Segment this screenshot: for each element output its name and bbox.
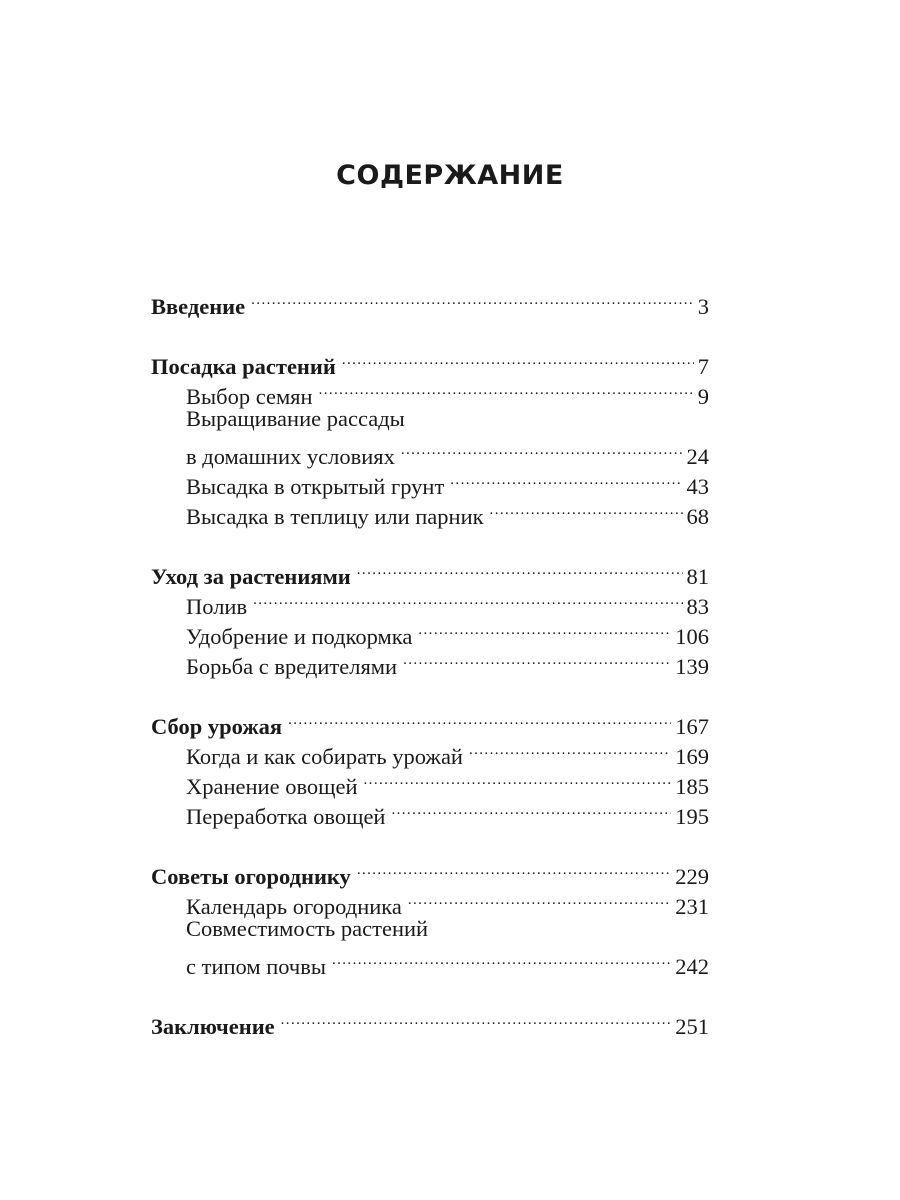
toc-section-harvest bbox=[151, 704, 709, 829]
toc-page-number: 68 bbox=[686, 504, 709, 529]
toc-page-number: 24 bbox=[686, 444, 709, 469]
dot-leader bbox=[401, 434, 683, 464]
toc-entry-label: Введение bbox=[151, 294, 246, 319]
table-of-contents bbox=[151, 284, 709, 1064]
toc-entry-label: Когда и как собирать урожай bbox=[186, 744, 463, 769]
toc-section-planting bbox=[151, 344, 709, 529]
dot-leader bbox=[450, 464, 682, 494]
dot-leader bbox=[418, 614, 671, 644]
toc-subentry-label-line1[interactable]: Совместимость растений bbox=[186, 916, 429, 941]
dot-leader bbox=[408, 884, 671, 914]
dot-leader bbox=[469, 734, 671, 764]
dot-leader bbox=[281, 1004, 672, 1034]
toc-page-number: 195 bbox=[675, 804, 709, 829]
toc-entry-label: Полив bbox=[186, 594, 248, 619]
toc-entry-harvest[interactable] bbox=[151, 704, 709, 739]
toc-page-number: 9 bbox=[697, 384, 709, 409]
toc-entry-label: Переработка овощей bbox=[186, 804, 386, 829]
toc-page-number: 43 bbox=[686, 474, 709, 499]
toc-entry-label: Хранение овощей bbox=[186, 774, 358, 799]
toc-entry-label: Заключение bbox=[151, 1014, 275, 1039]
toc-entry-label: Борьба с вредителями bbox=[186, 654, 398, 679]
toc-entry-label: Сбор урожая bbox=[151, 714, 283, 739]
dot-leader bbox=[319, 374, 694, 404]
toc-page-number: 231 bbox=[675, 894, 709, 919]
dot-leader bbox=[403, 644, 671, 674]
toc-entry-label: в домашних условиях bbox=[186, 444, 395, 469]
toc-page-number: 106 bbox=[675, 624, 709, 649]
toc-page-number: 229 bbox=[675, 864, 709, 889]
toc-entry-label: Посадка растений bbox=[151, 354, 336, 379]
dot-leader bbox=[251, 284, 694, 314]
toc-entry-conclusion[interactable] bbox=[151, 1004, 709, 1039]
toc-page-number: 242 bbox=[675, 954, 709, 979]
toc-page-number: 169 bbox=[675, 744, 709, 769]
toc-page-number: 139 bbox=[675, 654, 709, 679]
dot-leader bbox=[357, 854, 671, 884]
toc-entry-label: с типом почвы bbox=[186, 954, 326, 979]
toc-page-number: 185 bbox=[675, 774, 709, 799]
toc-page-number: 7 bbox=[697, 354, 709, 379]
toc-entry-label: Календарь огородника bbox=[186, 894, 402, 919]
toc-page-number: 83 bbox=[686, 594, 709, 619]
toc-entry-label: Высадка в открытый грунт bbox=[186, 474, 445, 499]
toc-section-tips bbox=[151, 854, 709, 979]
toc-page-number: 251 bbox=[675, 1014, 709, 1039]
toc-entry-care[interactable] bbox=[151, 554, 709, 589]
dot-leader bbox=[253, 584, 682, 614]
toc-entry-tips[interactable] bbox=[151, 854, 709, 889]
dot-leader bbox=[357, 554, 683, 584]
toc-subentry-seedlings-home[interactable] bbox=[151, 434, 709, 469]
toc-subentry-label-line1[interactable]: Выращивание рассады bbox=[186, 406, 405, 431]
toc-entry-planting[interactable] bbox=[151, 344, 709, 379]
toc-entry-label: Удобрение и подкормка bbox=[186, 624, 413, 649]
toc-entry-label: Советы огороднику bbox=[151, 864, 351, 889]
dot-leader bbox=[364, 764, 672, 794]
toc-section-intro bbox=[151, 284, 709, 319]
toc-section-conclusion bbox=[151, 1004, 709, 1039]
toc-entry-intro[interactable] bbox=[151, 284, 709, 319]
dot-leader bbox=[391, 794, 671, 824]
toc-entry-label: Выбор семян bbox=[186, 384, 313, 409]
dot-leader bbox=[342, 344, 694, 374]
toc-entry-label: Высадка в теплицу или парник bbox=[186, 504, 484, 529]
page-title: СОДЕРЖАНИЕ bbox=[336, 160, 564, 191]
dot-leader bbox=[490, 494, 683, 524]
toc-entry-label: Уход за растениями bbox=[151, 564, 351, 589]
dot-leader bbox=[288, 704, 671, 734]
dot-leader bbox=[332, 944, 671, 974]
toc-page-number: 81 bbox=[686, 564, 709, 589]
toc-subentry-plant-soil-compatibility[interactable] bbox=[151, 944, 709, 979]
toc-section-care bbox=[151, 554, 709, 679]
toc-page-number: 3 bbox=[697, 294, 709, 319]
toc-page-number: 167 bbox=[675, 714, 709, 739]
